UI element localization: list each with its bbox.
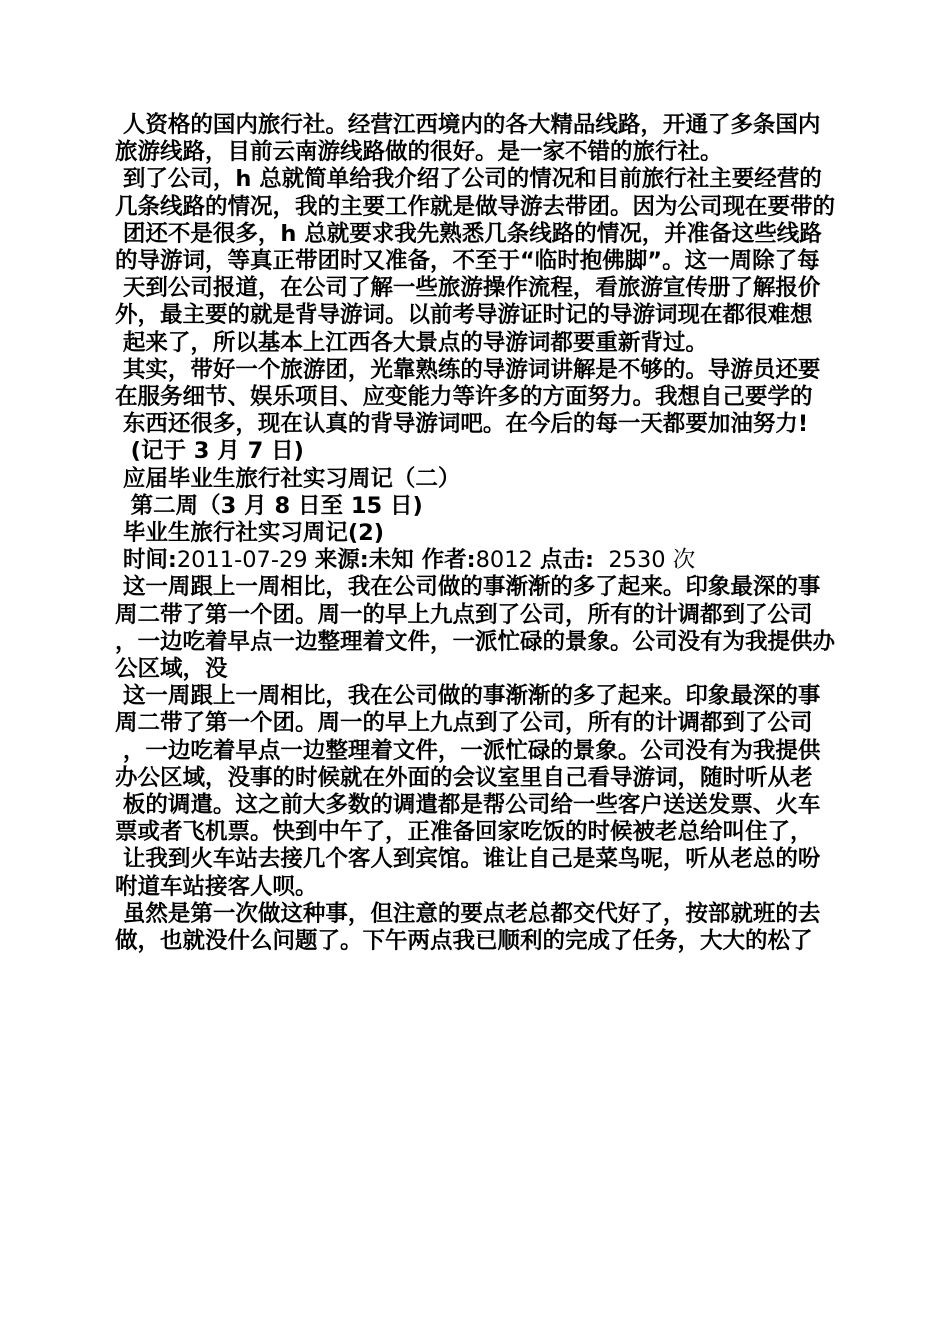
author-label: 作者: — [421, 547, 476, 574]
article-meta — [115, 547, 841, 574]
section-title: 应届毕业生旅行社实习周记（二） — [115, 465, 461, 492]
paragraph: 东西还很多，现在认真的背导游词吧。在今后的每一天都要加油努力! — [115, 411, 809, 438]
article-title: 毕业生旅行社实习周记(2) — [115, 520, 385, 547]
paragraph: ，一边吃着早点一边整理着文件，一派忙碌的景象。公司没有为我提供办公区域，没事的时候就在外面的会议室里自己看导游词，随时听从老 — [115, 737, 821, 791]
week-heading: 第二周（3 月 8 日至 15 日) — [115, 492, 423, 519]
paragraph: 虽然是第一次做这种事，但注意的要点老总都交代好了，按部就班的去做，也就没什么问题了。下午两点我已顺利的完成了任务，大大的松了 — [115, 900, 821, 955]
paragraph: 让我到火车站去接几个客人到宾馆。谁让自己是菜鸟呢，听从老总的吩咐道车站接客人呗。 — [115, 846, 821, 900]
paragraph: 天到公司报道，在公司了解一些旅游操作流程，看旅游宣传册了解报价外，最主要的就是背导游词。以前考导游证时记的导游词现在都很难想 — [115, 275, 821, 329]
document-page — [115, 112, 841, 955]
clicks-label: 点击: — [540, 547, 595, 574]
paragraph: 这一周跟上一周相比，我在公司做的事渐渐的多了起来。印象最深的事周二带了第一个团。周一的早上九点到了公司，所有的计调都到了公司 ，一边吃着早点一边整理着文件，一派忙碌的景象。公司没有为我提供办公区域，没 — [115, 574, 836, 683]
author-value: 8012 — [475, 547, 541, 574]
paragraph: 其实，带好一个旅游团，光靠熟练的导游词讲解是不够的。导游员还要在服务细节、娱乐项目、应变能力等许多的方面努力。我想自己要学的 — [115, 356, 821, 411]
paragraph: 团还不是很多，h 总就要求我先熟悉几条线路的情况，并准备这些线路的导游词，等真正带团时又准备，不至于“临时抱佛脚”。这一周除了每 — [115, 220, 822, 275]
paragraph: 这一周跟上一周相比，我在公司做的事渐渐的多了起来。印象最深的事周二带了第一个团。周一的早上九点到了公司，所有的计调都到了公司 — [115, 683, 821, 737]
clicks-value: 2530 次 — [594, 547, 696, 574]
paragraph: 起来了，所以基本上江西各大景点的导游词都要重新背过。 — [115, 329, 708, 356]
date-note: (记于 3 月 7 日) — [115, 438, 304, 465]
time-value: 2011-07-29 — [176, 547, 315, 574]
paragraph: 板的调遣。这之前大多数的调遣都是帮公司给一些客户送送发票、火车票或者飞机票。快到中午了，正准备回家吃饭的时候被老总给叫住了， — [115, 792, 821, 846]
time-label: 时间: — [115, 547, 177, 574]
source-label: 来源: — [314, 547, 369, 574]
paragraph: 人资格的国内旅行社。经营江西境内的各大精品线路，开通了多条国内旅游线路，目前云南游线路做的很好。是一家不错的旅行社。 — [115, 112, 821, 166]
paragraph: 到了公司，h 总就简单给我介绍了公司的情况和目前旅行社主要经营的几条线路的情况，我的主要工作就是做导游去带团。因为公司现在要带的 — [115, 166, 836, 220]
source-value: 未知 — [368, 547, 422, 574]
